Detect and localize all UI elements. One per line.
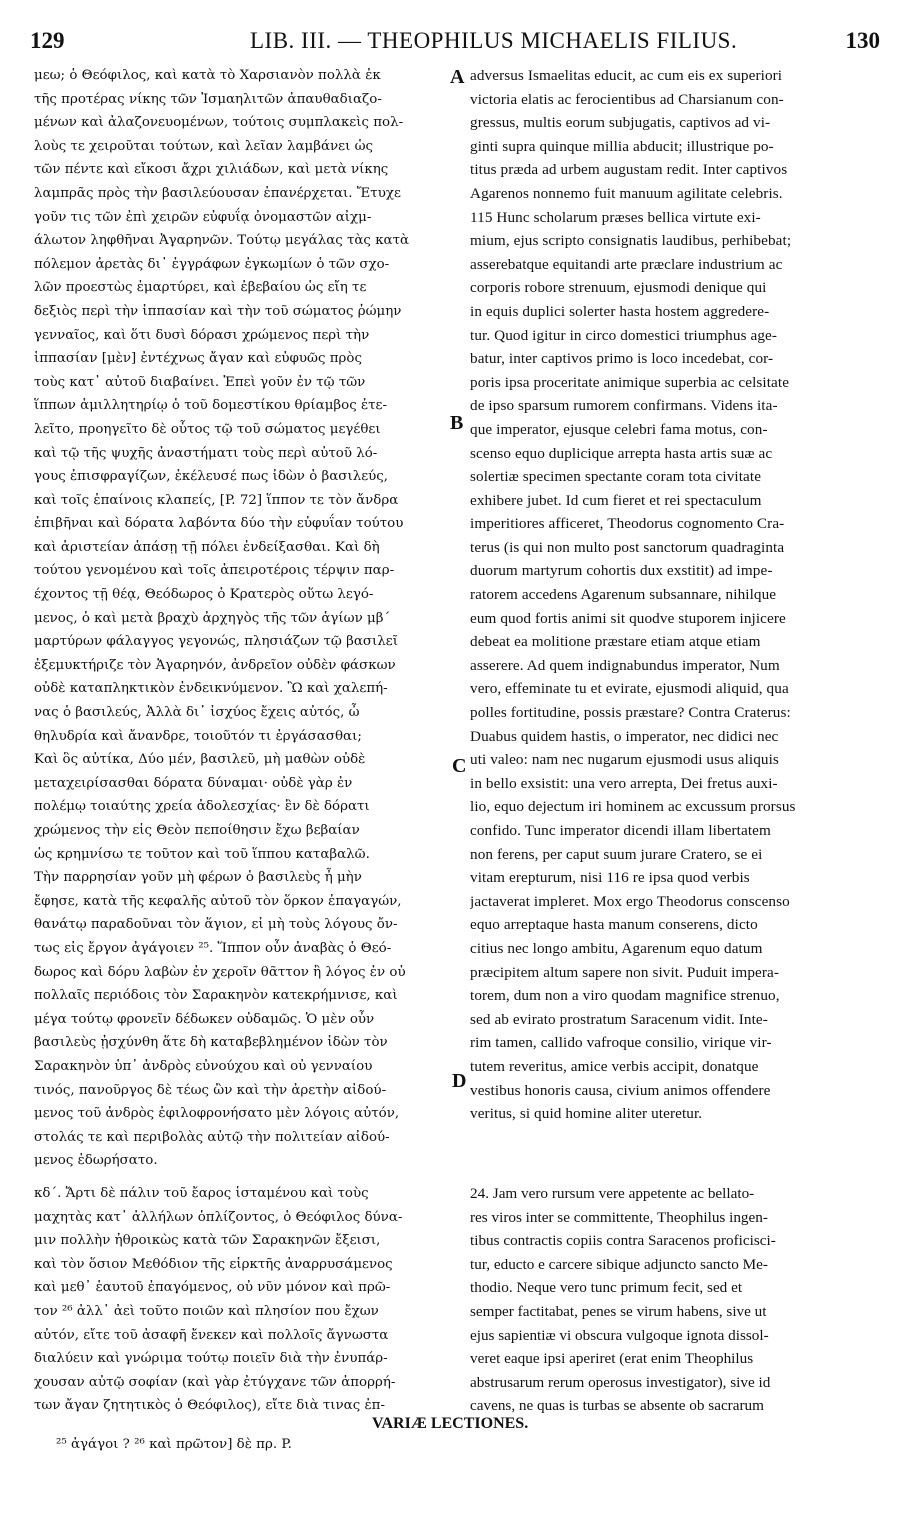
- text-line: ὡς κρημνίσω τε τοῦτον καὶ τοῦ ἵππου καταβαλῶ.: [34, 846, 370, 862]
- text-line: debeat ea molitione præstare etiam atque etiam: [470, 633, 761, 651]
- text-line: γενναῖος, καὶ ὅτι δυσὶ δόρασι χρώμενος περὶ τὴν: [34, 327, 370, 343]
- text-line: in bello exsistit: una vero arrepta, Dei fretus auxi-: [470, 774, 778, 792]
- text-line: equo arreptaque hasta manum conserens, dicto: [470, 916, 758, 934]
- text-line: μεταχειρίσασθαι δόρατα δύναμαι· οὐδὲ γὰρ ἐν: [34, 775, 353, 791]
- page-number-right: 130: [845, 28, 880, 53]
- text-line: ἐπιβῆναι καὶ δόρατα λαβόντα δύο τὴν εὐφυΐαν τούτου: [34, 516, 404, 532]
- latin-column-top: [470, 64, 880, 1126]
- text-line: μέγα τούτῳ φρονεῖν δέδωκεν οὐδαμῶς. Ὁ μὲν οὖν: [34, 1011, 375, 1027]
- text-line: δωρος καὶ δόρυ λαβὼν ἐν χεροῖν θᾶττον ἢ λόγος ἐν οὐ: [34, 964, 406, 980]
- text-line: τούτου γενομένου καὶ τοῖς ἀπειροτέροις τέρψιν παρ-: [34, 563, 395, 579]
- text-line: 115 Hunc scholarum præses bellica virtute exi-: [470, 208, 761, 226]
- text-line: θηλυδρία καὶ ἄνανδρε, τοιοῦτόν τι ἐργάσασθαι;: [34, 728, 362, 744]
- text-line: uti valeo: nam nec nugarum ejusmodi usus aliquis: [470, 751, 779, 769]
- text-line: tutem reveritus, amice verbis accipit, donatque: [470, 1057, 759, 1075]
- text-line: Καὶ ὃς αὐτίκα, Δύο μέν, βασιλεῦ, μὴ μαθὼν οὐδὲ: [34, 752, 366, 768]
- text-line: in equis duplici solerter hasta hostem aggredere-: [470, 302, 770, 320]
- text-line: θανάτῳ παραδοῦναι τὸν ἅγιον, εἰ μὴ τοὺς λόγους ὄν-: [34, 917, 398, 933]
- text-line: στολάς τε καὶ περιβολὰς αὐτῷ τὴν πολιτείαν αἰδού-: [34, 1129, 390, 1145]
- text-line: tibus contractis copiis contra Saracenos proficisci-: [470, 1232, 776, 1250]
- text-line: rim tamen, callido vafroque consilio, virique vir-: [470, 1034, 772, 1052]
- text-line: scenso equo duplicique arrepta hasta artis suæ ac: [470, 444, 773, 462]
- text-line: imperitiores afficeret, Theodorus cognomento Cra-: [470, 515, 785, 533]
- text-line: tur. Quod igitur in circo domestici triumphus age-: [470, 326, 778, 344]
- text-line: solertiæ specimen spectante coram tota civitate: [470, 468, 762, 486]
- margin-marker-c: C: [452, 755, 467, 777]
- text-line: τοὺς κατ᾽ αὐτοῦ διαβαίνει. Ἐπεὶ γοῦν ἐν τῷ τῶν: [34, 374, 366, 390]
- page-header: [30, 28, 880, 60]
- text-line: res viros inter se committente, Theophilus ingen-: [470, 1208, 768, 1226]
- text-line: άλωτον ληφθῆναι Ἀγαρηνῶν. Τούτῳ μεγάλας τὰς κατὰ: [34, 233, 410, 249]
- text-line: adversus Ismaelitas educit, ac cum eis ex superiori: [470, 67, 783, 84]
- text-line: de ipso sparsum rumorem confirmans. Videns ita-: [470, 397, 778, 415]
- text-line: tur, educto e carcere sibique adjuncto sancto Me-: [470, 1255, 768, 1273]
- text-line: ratorem accedens Agarenum subsannare, nihilque: [470, 586, 777, 604]
- text-line: Duabus quidem hastis, o imperator, nec didici nec: [470, 727, 779, 745]
- text-line: asserere. Ad quem indignabundus imperator, Num: [470, 656, 780, 674]
- text-line: cavens, ne quas is turbas se absente ob sacrarum: [470, 1397, 764, 1415]
- running-title: LIB. III. — THEOPHILUS MICHAELIS FILIUS.: [250, 28, 738, 53]
- text-line: καὶ μεθ᾽ ἑαυτοῦ ἐπαγόμενος, οὐ νῦν μόνον καὶ πρῶ-: [34, 1280, 391, 1296]
- text-line: eum quod fortis animi sit quodve stuporem injicere: [470, 609, 786, 627]
- text-line: νας ὁ βασιλεύς, Ἀλλὰ δι᾽ ἰσχύος ἔχεις αὐτός, ὦ: [34, 705, 360, 721]
- text-line: ἵππων ἁμιλλητηρίῳ ὁ τοῦ δομεστίκου θρίαμβος ἐτε-: [34, 398, 388, 414]
- text-line: λεῖτο, προηγεῖτο δὲ οὗτος τῷ τοῦ σώματος μεγέθει: [34, 421, 381, 437]
- text-line: poris ipsa proceritate animique superbia ac celsitate: [470, 373, 790, 391]
- text-line: mium, ejus scripto consignatis laudibus, perhibebat;: [470, 232, 792, 250]
- text-line: λαμπρᾶς πρὸς τὴν βασιλεύουσαν ἐπανέρχεται. Ἔτυχε: [34, 185, 401, 201]
- greek-column-top: [34, 64, 466, 1173]
- text-line: τῆς προτέρας νίκης τῶν Ἰσμαηλιτῶν ἀπαυθαδιαζο-: [34, 91, 382, 107]
- text-line: citius nec longo ambitu, Agarenum equo datum: [470, 939, 763, 957]
- text-line: veret eaque ipsi aperiret (erat enim Theophilus: [470, 1350, 754, 1368]
- text-line: asserebatque equitandi arte præclare industrium ac: [470, 255, 783, 273]
- text-line: corporis robore strenuum, ejusmodi denique qui: [470, 279, 767, 297]
- page-number-left: 129: [30, 28, 65, 53]
- text-line: πόλεμον ἀρετὰς δι᾽ ἐγγράφων ἐγκωμίων ὁ τῶν σχο-: [34, 256, 390, 272]
- text-line: τῶν πέντε καὶ εἴκοσι ἄχρι χιλιάδων, καὶ μετὰ νίκης: [34, 162, 389, 178]
- text-line: έχοντος τῇ θέᾳ, Θεόδωρος ὁ Κρατερὸς οὕτω λεγό-: [34, 587, 374, 603]
- text-line: κδ΄. Ἄρτι δὲ πάλιν τοῦ ἔαρος ἱσταμένου καὶ τοὺς: [34, 1186, 369, 1201]
- text-line: gressus, multis eorum subjugatis, captivos ad vi-: [470, 114, 771, 132]
- margin-marker-a: A: [450, 66, 465, 88]
- latin-column-bottom: [470, 1182, 880, 1418]
- greek-column-bottom: [34, 1182, 466, 1418]
- text-line: Τὴν παρρησίαν γοῦν μὴ φέρων ὁ βασιλεὺς ἦ μὴν: [34, 870, 362, 886]
- text-line: πολέμῳ τοιαύτης χρεία ἀδολεσχίας· ἓν δὲ δόρατι: [34, 799, 370, 815]
- text-line: lio, equo dejectum iri hominem ac excussum prorsus: [470, 798, 796, 816]
- text-line: non ferens, per caput suum jurare Cratero, se ei: [470, 845, 763, 863]
- text-line: 24. Jam vero rursum vere appetente ac bellato-: [470, 1185, 755, 1202]
- text-line: λῶν προεστὼς ἐμαρτύρει, καὶ ἐβεβαίου ὡς εἴη τε: [34, 280, 367, 296]
- text-line: ginti supra quinque millia abducit; illustrique po-: [470, 137, 774, 155]
- text-line: καὶ τὸν ὅσιον Μεθόδιον τῆς εἱρκτῆς ἀναρρυσάμενος: [34, 1256, 393, 1272]
- text-line: que imperator, ejusque celebri fama motus, con-: [470, 420, 768, 438]
- text-line: ἱππασίαν [μὲν] ἐντέχνως ἄγαν καὶ εὐφυῶς πρὸς: [34, 351, 362, 367]
- text-line: πολλαῖς περιόδοις τὸν Σαρακηνὸν κατεκρήμνισε, καὶ: [34, 988, 398, 1004]
- text-line: sed ab evirato prostratum Saracenum vidit. Inte-: [470, 1010, 768, 1028]
- text-line: præcipitem altum sapere non sivit. Puduit impera-: [470, 963, 780, 981]
- text-line: των ἄγαν ζητητικὸς ὁ Θεόφιλος), εἴτε διὰ τινας ἐπ-: [34, 1398, 385, 1414]
- variae-lectiones-heading: VARIÆ LECTIONES.: [372, 1415, 529, 1432]
- text-line: victoria elatis ac ferocientibus ad Charsianum con-: [470, 90, 784, 108]
- text-line: γους ἐπισφραγίζων, ἐκέλευσέ πως ἰδὼν ὁ βασιλεύς,: [34, 469, 389, 485]
- text-line: γοῦν τις τῶν ἐπὶ χειρῶν εὐφυΐᾳ ὀνομαστῶν αἰχμ-: [34, 209, 372, 225]
- text-line: veritus, si quid homine aliter uteretur.: [470, 1105, 703, 1123]
- margin-marker-d: D: [452, 1070, 467, 1092]
- text-line: μενος, ὁ καὶ μετὰ βραχὺ ἀρχηγὸς τῆς τῶν ἁγίων μβ΄: [34, 610, 391, 626]
- margin-marker-b: B: [450, 412, 464, 434]
- text-line: μενος ἐδωρήσατο.: [34, 1153, 158, 1169]
- text-line: exhibere jubet. Id cum fieret et rei spectaculum: [470, 491, 762, 509]
- text-line: μεω; ὁ Θεόφιλος, καὶ κατὰ τὸ Χαρσιανὸν πολλὰ ἐκ: [34, 68, 381, 83]
- text-line: αὐτόν, εἴτε τοῦ ἀσαφῆ ἔνεκεν καὶ πολλοῖς ἄγνωστα: [34, 1327, 389, 1343]
- text-line: ἐξεμυκτήριζε τὸν Ἀγαρηνόν, ἀνδρεῖον οὐδὲν φάσκων: [34, 657, 396, 673]
- text-line: ejus sapientiæ vi obscura vulgoque ignota dissol-: [470, 1326, 769, 1344]
- text-line: χουσαν αὐτῷ σοφίαν (καὶ γὰρ ἐτύγχανε τῶν ἀπορρή-: [34, 1374, 396, 1390]
- text-line: semper factitabat, penes se virum habens, sive ut: [470, 1302, 767, 1320]
- text-line: vestibus honoris causa, civium animos offendere: [470, 1081, 771, 1099]
- text-line: τινός, πανοῦργος δὲ τέως ὢν καὶ τὴν ἀρετὴν αἰδού-: [34, 1082, 387, 1098]
- text-line: batur, inter captivos primo is loco incedebat, cor-: [470, 350, 774, 368]
- text-line: οὐδὲ καταπληκτικὸν ἐνδεικνύμενον. Ὢ καὶ χαλεπή-: [34, 681, 388, 697]
- text-line: vero, effeminate tu et evirate, ejusmodi aliquid, qua: [470, 680, 789, 698]
- text-line: Agarenos nonnemo fuit manuum agilitate celebris.: [470, 184, 783, 202]
- footnotes: ²⁵ ἀγάγοι ? ²⁶ καὶ πρῶτον] δὲ πρ. P.: [56, 1437, 292, 1452]
- text-line: διαλύειν καὶ γνώριμα τούτῳ ποιεῖν διὰ τὴν ἐνυπάρ-: [34, 1351, 388, 1367]
- text-line: titus præda ad urbem augustam redit. Inter captivos: [470, 161, 788, 179]
- text-line: καὶ τῷ τῆς ψυχῆς ἀναστήματι τοὺς περὶ αὐτοῦ λό-: [34, 445, 378, 461]
- text-line: abstrusarum rerum operosus investigator), sive id: [470, 1373, 771, 1391]
- text-line: μιν πολλὴν ἠθροικὼς κατὰ τῶν Σαρακηνῶν ἔξεισι,: [34, 1233, 381, 1249]
- text-line: Σαρακηνὸν ὑπ᾽ ἀνδρὸς εὐνούχου καὶ οὐ γενναίου: [34, 1058, 373, 1074]
- text-line: ἔφησε, κατὰ τῆς κεφαλῆς αὐτοῦ τὸν ὅρκον ἐπαγαγών,: [34, 893, 402, 909]
- text-line: χρώμενος τὴν εἰς Θεὸν πεποίθησιν ἔχω βεβαίαν: [34, 823, 360, 838]
- text-line: thodio. Neque vero tunc primum fecit, sed et: [470, 1279, 743, 1297]
- text-line: βασιλεὺς ᾐσχύνθη ἅτε δὴ καταβεβλημένον ἰδὼν τὸν: [34, 1035, 388, 1051]
- text-line: δεξιὸς περὶ τὴν ἱππασίαν καὶ τὴν τοῦ σώματος ῥώμην: [34, 303, 402, 319]
- text-line: jactaverat impleret. Mox ergo Theodorus conscenso: [470, 892, 790, 910]
- text-line: μαρτύρων φάλαγγος γεγονώς, πλησιάζων τῷ βασιλεῖ: [34, 634, 398, 650]
- text-line: τως εἰς ἔργον ἀγάγοιεν ²⁵. Ἵππον οὖν ἀναβὰς ὁ Θεό-: [34, 940, 392, 956]
- text-line: torem, dum non a viro quodam magnifice strenuo,: [470, 987, 780, 1005]
- text-line: καὶ ἀριστείαν ἁπάσῃ τῇ πόλει ἐνδείξασθαι. Καὶ δὴ: [34, 539, 380, 555]
- text-line: καὶ τοῖς ἐπαίνοις κλαπείς, [P. 72] ἵππον τε τὸν ἄνδρα: [34, 492, 399, 508]
- text-line: τον ²⁶ ἀλλ᾽ ἀεὶ τοῦτο ποιῶν καὶ πλησίον που ἔχων: [34, 1303, 379, 1319]
- text-line: μένων καὶ ἀλαζονευομένων, τούτοις συμπλακεὶς πολ-: [34, 115, 404, 131]
- text-line: μαχητὰς κατ᾽ ἀλλήλων ὁπλίζοντος, ὁ Θεόφιλος δύνα-: [34, 1209, 403, 1225]
- text-line: terus (is qui non multo post sanctorum quadraginta: [470, 538, 785, 556]
- text-line: duorum martyrum cohortis dux exstitit) ad impe-: [470, 562, 773, 580]
- text-line: λοὺς τε χειροῦται τούτων, καὶ λεῖαν λαμβάνει ὡς: [34, 138, 374, 154]
- text-line: confido. Tunc imperator dicendi illam libertatem: [470, 822, 771, 839]
- text-line: polles fortitudine, possis præstare? Contra Craterus:: [470, 704, 791, 722]
- text-line: μενος τοῦ ἀνδρὸς ἐφιλοφρονήσατο μὲν λόγοις αὐτόν,: [34, 1106, 400, 1122]
- text-line: vitam erepturum, nisi 116 re ipsa quod verbis: [470, 869, 750, 887]
